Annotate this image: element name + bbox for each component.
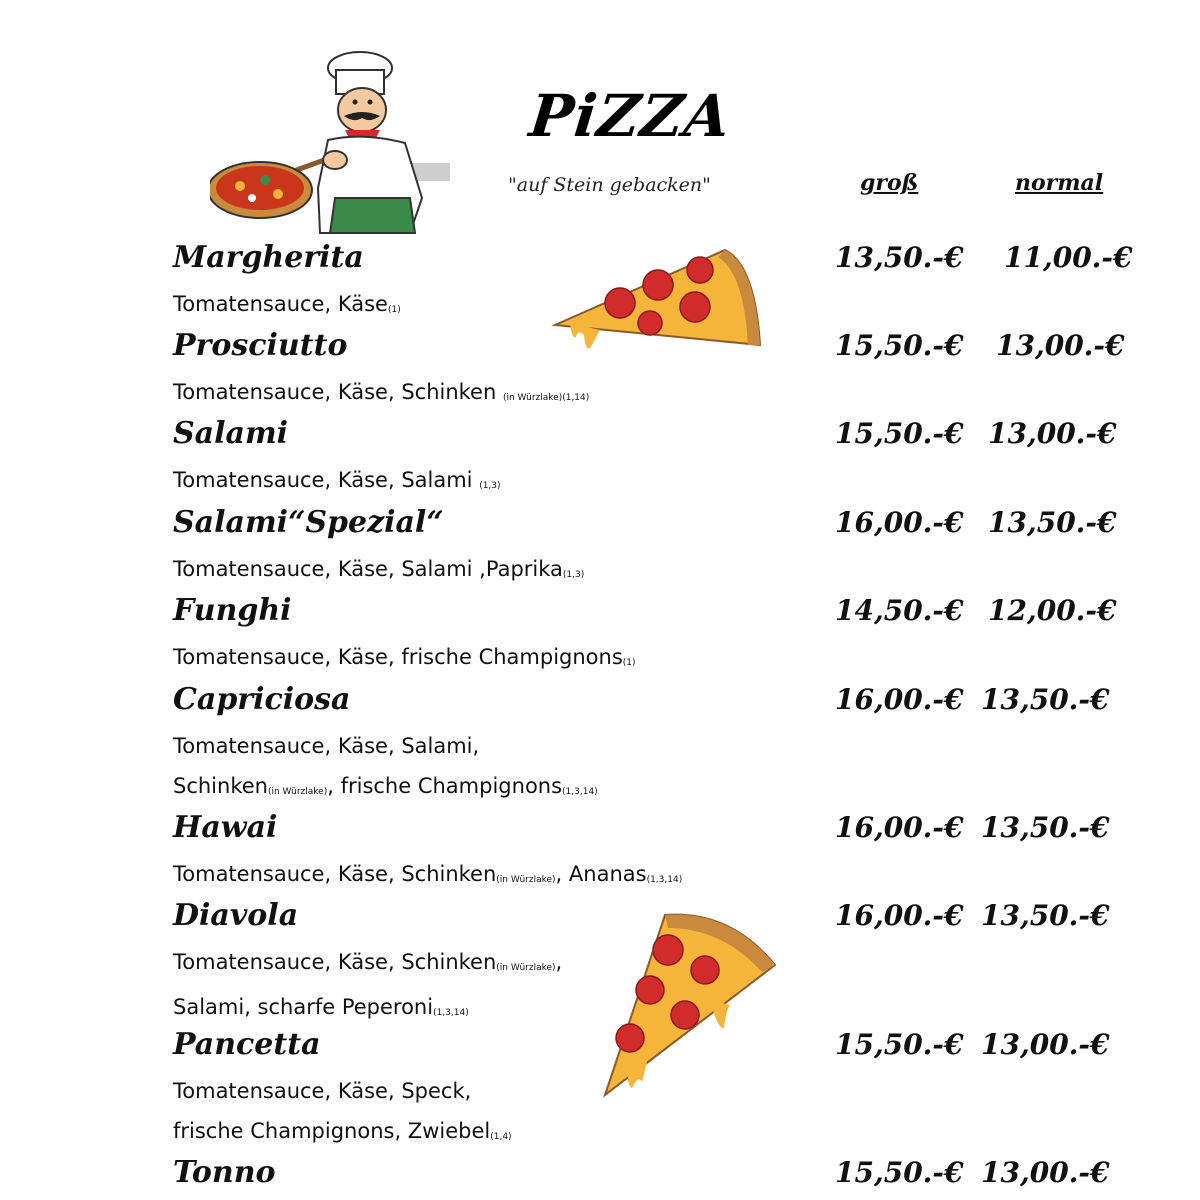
allergen-note: (in Würzlake) [496, 875, 556, 885]
item-name: Diavola [173, 898, 299, 933]
ingredient-text: Tomatensauce, Käse, Salami [173, 468, 480, 492]
allergen-note: (1,3) [562, 570, 585, 580]
allergen-note: (in Würzlake) [267, 787, 328, 797]
item-name: Capriciosa [173, 682, 351, 717]
allergen-note: (1,3) [479, 481, 501, 491]
ingredient-text: Tomatensauce, Käse, Salami, [173, 734, 480, 758]
price-normal: 13,50.-€ [981, 683, 1110, 716]
menu-title: PiZZA [526, 82, 734, 150]
price-normal: 13,00.-€ [981, 1028, 1110, 1061]
price-large: 15,50.-€ [835, 1028, 964, 1061]
allergen-note: (1) [622, 658, 636, 668]
ingredient-text: , [555, 950, 563, 974]
price-normal: 13,50.-€ [981, 899, 1110, 932]
ingredient-text: Tomatensauce, Käse, Speck, [173, 1079, 472, 1103]
allergen-note: (1,3,14) [433, 1008, 469, 1018]
ingredient-text: Tomatensauce, Käse, frische Champignons [173, 645, 623, 669]
ingredient-text: , Ananas [555, 862, 647, 886]
allergen-note: (in Würzlake) [496, 963, 556, 973]
price-large: 13,50.-€ [835, 241, 964, 274]
price-normal: 13,00.-€ [988, 417, 1117, 450]
item-description [173, 284, 1183, 329]
menu-item [173, 898, 1183, 1032]
ingredient-text: Schinken [173, 774, 268, 798]
ingredient-text: , frische Champignons [327, 774, 563, 798]
price-large: 16,00.-€ [835, 899, 964, 932]
price-normal: 11,00.-€ [1004, 241, 1133, 274]
price-large: 16,00.-€ [835, 811, 964, 844]
allergen-note: (1,3,14) [562, 787, 598, 797]
item-name: Salami [173, 416, 289, 451]
allergen-note: (1) [387, 305, 401, 315]
item-name: Funghi [173, 593, 292, 628]
price-large: 16,00.-€ [835, 506, 964, 539]
menu-item [173, 328, 1183, 417]
price-large: 14,50.-€ [835, 594, 964, 627]
allergen-note: (in Würzlake)(1,14) [502, 393, 590, 403]
ingredient-text: Salami, scharfe Peperoni [173, 995, 434, 1019]
menu-item [173, 1155, 1183, 1191]
column-header-large: groß [860, 170, 919, 196]
item-description [173, 1071, 1183, 1156]
item-description [173, 460, 1183, 505]
item-description [173, 637, 1183, 682]
ingredient-text: frische Champignons, Zwiebel [173, 1119, 491, 1143]
price-normal: 13,50.-€ [988, 506, 1117, 539]
item-description [173, 942, 1183, 1032]
item-name: Pancetta [173, 1027, 321, 1062]
item-name: Hawai [173, 810, 278, 845]
menu-item [173, 1027, 1183, 1156]
price-normal: 13,00.-€ [981, 1156, 1110, 1189]
column-header-normal: normal [1015, 170, 1104, 196]
item-description [173, 372, 1183, 417]
menu-item [173, 240, 1183, 329]
ingredient-text: Tomatensauce, Käse, Schinken [173, 950, 497, 974]
ingredient-text: Tomatensauce, Käse, Schinken [173, 380, 503, 404]
price-normal: 13,50.-€ [981, 811, 1110, 844]
item-name: Tonno [173, 1155, 276, 1190]
item-description [173, 854, 1183, 899]
item-name: Margherita [173, 240, 364, 275]
ingredient-text: Tomatensauce, Käse, Schinken [173, 862, 497, 886]
allergen-note: (1,4) [490, 1132, 512, 1142]
ingredient-text: Tomatensauce, Käse [173, 292, 388, 316]
menu-subtitle: "auf Stein gebacken" [508, 174, 711, 196]
menu-item [173, 416, 1183, 505]
menu-item [173, 593, 1183, 682]
item-description [173, 726, 1183, 811]
price-large: 15,50.-€ [835, 1156, 964, 1189]
price-large: 16,00.-€ [835, 683, 964, 716]
allergen-note: (1,3,14) [646, 875, 683, 885]
price-large: 15,50.-€ [835, 417, 964, 450]
menu-item [173, 810, 1183, 899]
ingredient-text: Tomatensauce, Käse, Salami ,Paprika [173, 557, 563, 581]
price-normal: 12,00.-€ [988, 594, 1117, 627]
menu-item [173, 682, 1183, 811]
item-name: Salami“Spezial“ [173, 505, 444, 540]
menu-item [173, 505, 1183, 594]
chef-with-pizza-icon [210, 48, 460, 238]
price-large: 15,50.-€ [835, 329, 964, 362]
item-description [173, 549, 1183, 594]
price-normal: 13,00.-€ [996, 329, 1125, 362]
item-name: Prosciutto [173, 328, 348, 363]
